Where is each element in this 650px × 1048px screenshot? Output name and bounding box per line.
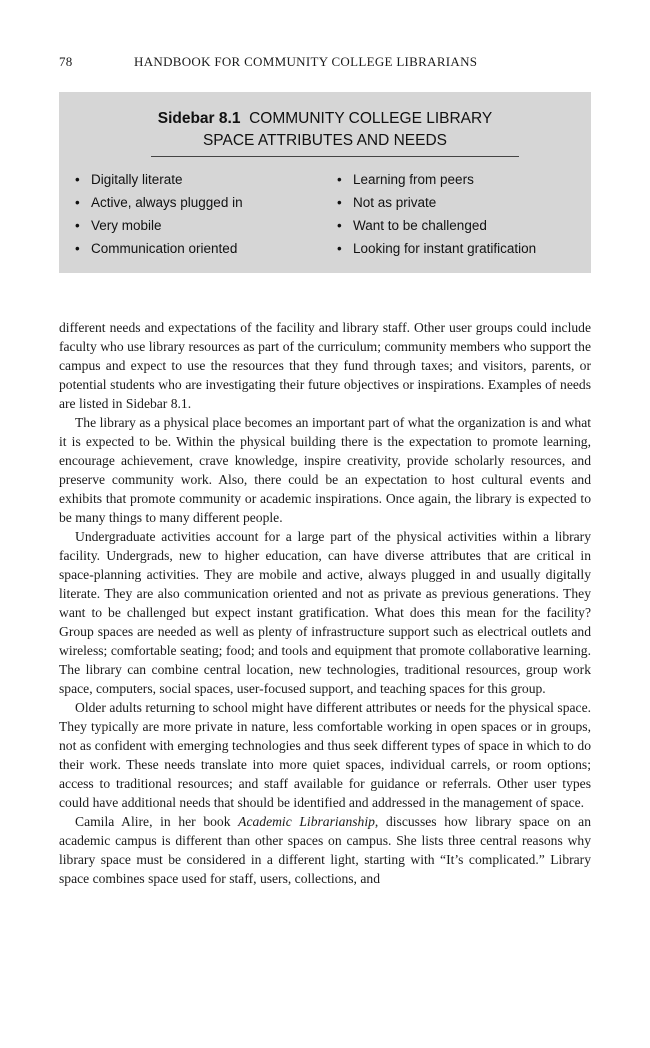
book-title: Academic Librarianship <box>238 814 375 829</box>
sidebar-list-item: • Very mobile <box>75 214 243 237</box>
running-head-title: HANDBOOK FOR COMMUNITY COLLEGE LIBRARIANS <box>134 54 478 69</box>
bullet-icon: • <box>337 241 342 256</box>
paragraph: different needs and expectations of the facility and library staff. Other user groups could include faculty who use library resources as part of the curriculum; community members who support the campus and expect to use the resources that they fund through taxes; and visitors, parents, or potential students who are investigating their future objectives or inspirations. Examples of needs are listed in Sidebar 8.1. <box>59 320 591 411</box>
sidebar-divider <box>151 156 519 157</box>
bullet-icon: • <box>75 218 80 233</box>
sidebar-label: Sidebar 8.1 <box>157 110 241 127</box>
sidebar-list-item: • Digitally literate <box>75 168 243 191</box>
paragraph: The library as a physical place becomes an important part of what the organization is and what it is expected to be. Within the physical building there is the expectation to promote learning, encourage achievement, crave knowledge, inspire creativity, provide scholarly resources, and preserve community work. Also, there could be an expectation to host cultural events and exhibits that promote community or academic inspirations. Once again, the library is expected to be many things to many different people. <box>59 415 591 525</box>
sidebar-list-item: • Looking for instant gratification <box>337 237 536 260</box>
sidebar-title-line1: COMMUNITY COLLEGE LIBRARY <box>249 110 493 127</box>
sidebar-heading-line1 <box>59 108 591 130</box>
sidebar-list-left <box>75 168 243 260</box>
sidebar-list-item: • Active, always plugged in <box>75 191 243 214</box>
bullet-icon: • <box>75 195 80 210</box>
bullet-icon: • <box>337 172 342 187</box>
sidebar-list-item: • Communication oriented <box>75 237 243 260</box>
bullet-icon: • <box>337 218 342 233</box>
sidebar-list-item: • Want to be challenged <box>337 214 536 237</box>
bullet-icon: • <box>75 241 80 256</box>
sidebar-heading <box>59 108 591 152</box>
sidebar-title-line2: SPACE ATTRIBUTES AND NEEDS <box>202 132 448 149</box>
page-number: 78 <box>59 54 73 69</box>
bullet-icon: • <box>337 195 342 210</box>
sidebar-list-item: • Learning from peers <box>337 168 536 191</box>
sidebar-list-item: • Not as private <box>337 191 536 214</box>
bullet-icon: • <box>75 172 80 187</box>
sidebar-list-right <box>337 168 536 260</box>
sidebar-box <box>59 92 591 273</box>
body-text <box>59 318 591 888</box>
paragraph: Undergraduate activities account for a large part of the physical activities within a library facility. Undergrads, new to higher education, can have diverse attributes that are critical in space-planning activities. They are mobile and active, always plugged in and usually digitally literate. They are also communication oriented and not as private as previous generations. They want to be challenged but expect instant gratification. What does this mean for the facility? Group spaces are needed as well as plenty of infrastructure support such as electrical outlets and wireless; comfortable seating; food; and tools and equipment that promote collaborative learning. The library can combine central location, new technologies, traditional resources, group work space, computers, social spaces, user-focused support, and teaching spaces for this group. <box>59 529 591 696</box>
paragraph: Older adults returning to school might have different attributes or needs for the physical space. They typically are more private in nature, less comfortable working in open spaces or in groups, not as confident with emerging technologies and thus seek different types of space in which to do their work. These needs translate into more quiet spaces, individual carrels, or room options; access to traditional resources; and staff available for guidance or referrals. Other user types could have additional needs that should be identified and addressed in the management of space. <box>59 700 591 810</box>
running-head <box>59 54 591 74</box>
paragraph: Camila Alire, in her book Academic Librarianship, discusses how library space on an academic campus is different than other spaces on campus. She lists three central reasons why library space must be considered in a different light, starting with “It’s complicated.” Library space combines space used for staff, users, collections, and <box>59 814 591 886</box>
